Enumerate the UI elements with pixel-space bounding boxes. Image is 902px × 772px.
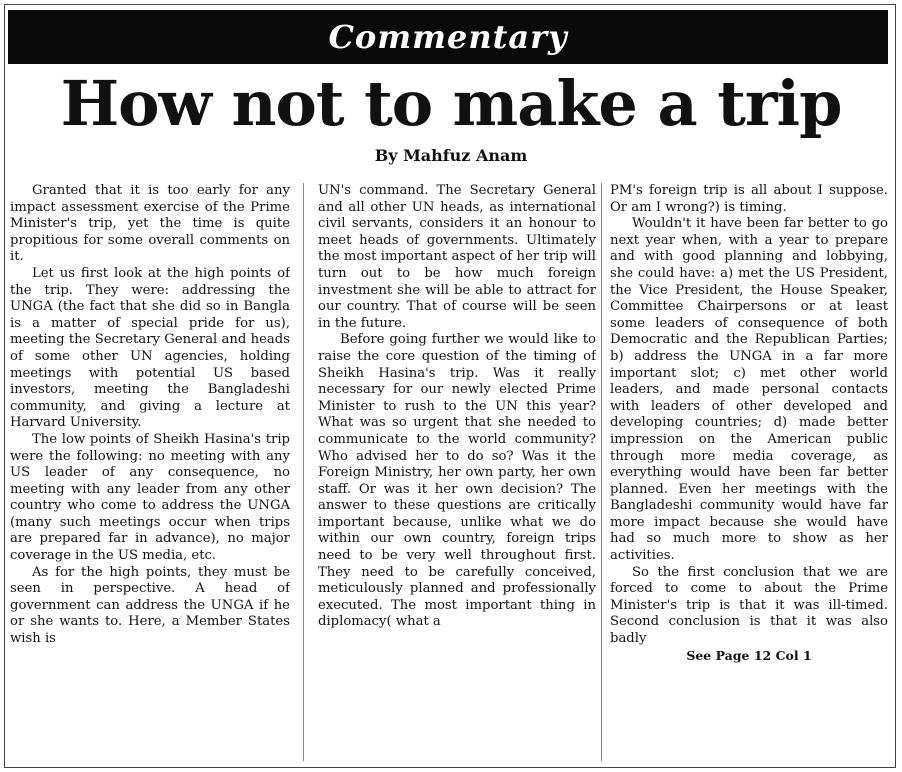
column-divider (303, 183, 304, 761)
paragraph: The low points of Sheikh Hasina's trip were the following: no meeting with any US leader of any consequence, no meeting with any leader from any other country who come to address the UNGA (many such meetings occur when trips are prepared far in advance), no major coverage in the US media, etc. (10, 431, 290, 564)
paragraph: Let us first look at the high points of the trip. They were: addressing the UNGA (the fact that she did so in Bangla is a matter of special pride for us), meeting the Secretary General and heads of some other UN agencies, holding meetings with potential US based investors, meeting the Bangladeshi community, and giving a lecture at Harvard University. (10, 265, 290, 431)
continuation-note: See Page 12 Col 1 (686, 647, 812, 663)
article-column-1 (10, 183, 290, 763)
column-divider (601, 183, 602, 761)
article-column-2 (318, 183, 596, 763)
paragraph: Granted that it is too early for any impact assessment exercise of the Prime Minister's trip, yet the time is quite propitious for some overall comments on it. (10, 183, 290, 265)
byline: By Mahfuz Anam (374, 146, 528, 165)
article-column-3 (610, 183, 888, 763)
section-banner (8, 10, 888, 64)
paragraph: Before going further we would like to raise the core question of the timing of Sheikh Hasina's trip. Was it really necessary for our newly elected Prime Minister to rush to the UN this year? What was so urgent that she needed to communicate to the world community? Who advised her to do so? Was it the Foreign Ministry, her own party, her own staff. Or was it her own decision? The answer to these questions are critically important because, unlike what we do within our own country, foreign trips need to be very well throughout first. They need to be carefully conceived, meticulously planned and professionally executed. The most important thing in diplomacy( what a (318, 332, 596, 630)
headline: How not to make a trip (60, 67, 842, 140)
paragraph: As for the high points, they must be seen in perspective. A head of government can address the UNGA if he or she wants to. Here, a Member States wish is (10, 564, 290, 647)
paragraph: UN's command. The Secretary General and all other UN heads, as international civil servants, considers it an honour to meet heads of governments. Ultimately the most important aspect of her trip will turn out to be how much foreign investment she will be able to attract for our country. That of course will be seen in the future. (318, 183, 596, 331)
section-label: Commentary (328, 18, 568, 56)
paragraph: Wouldn't it have been far better to go next year when, with a year to prepare and with good planning and lobbying, she could have: a) met the US President, the Vice President, the House Speaker, Committee Chairpersons or at least some leaders of consequence of both Democratic and the Republican Parties; b) address the UNGA in a far more important slot; c) met other world leaders, and made personal contacts with leaders of other developed and developing countries; d) made better impression on the American public through more media coverage, as everything would have been far better planned. Even her meetings with the Bangladeshi community would have far more impact because she would have had so much more to show as her activities. (610, 216, 888, 564)
paragraph: PM's foreign trip is all about I suppose. Or am I wrong?) is timing. (610, 183, 888, 215)
paragraph: So the first conclusion that we are forced to come to about the Prime Minister's trip is that it was ill-timed. Second conclusion is that it was also badly (610, 564, 888, 647)
